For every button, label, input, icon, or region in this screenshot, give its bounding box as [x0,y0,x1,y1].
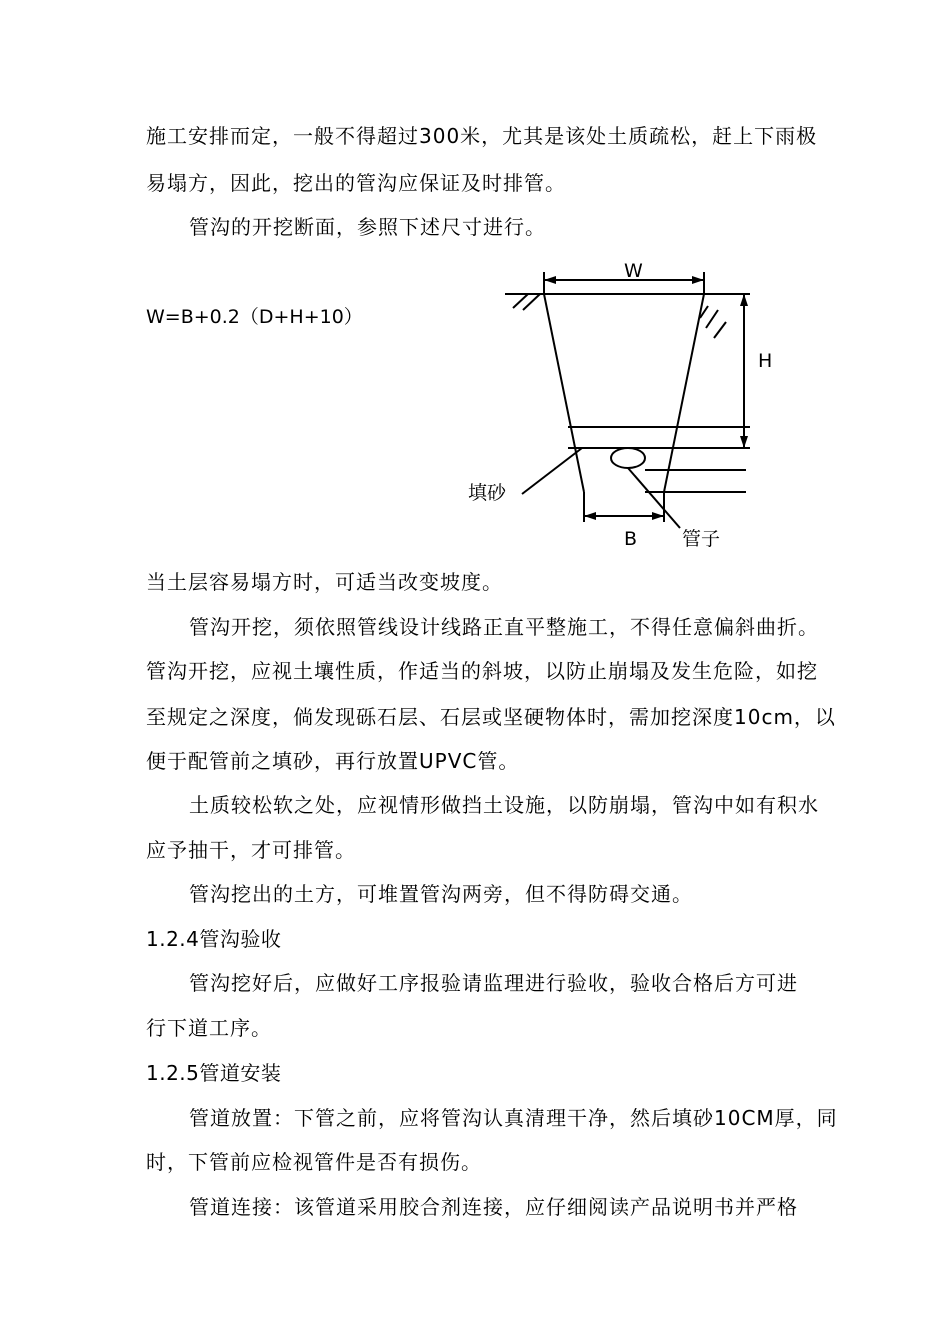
h-arrow-bottom [740,436,748,448]
paragraph-line: 管沟开挖，应视土壤性质，作适当的斜坡，以防止崩塌及发生危险，如挖 [146,659,818,683]
ground-hatch [714,322,726,338]
paragraph-line: 管沟的开挖断面，参照下述尺寸进行。 [189,215,546,239]
paragraph-line: 便于配管前之填砂，再行放置UPVC管。 [146,749,520,773]
label-w: W [624,260,643,282]
paragraph-line: 管道连接：该管道采用胶合剂连接，应仔细阅读产品说明书并严格 [189,1195,798,1219]
trench-diagram-svg [460,258,760,558]
trench-cross-section-diagram [460,258,773,558]
trench-width-formula: W=B+0.2（D+H+10） [146,306,363,328]
paragraph-line: 管沟开挖，须依照管线设计线路正直平整施工，不得任意偏斜曲折。 [189,615,819,639]
h-arrow-top [740,294,748,306]
label-b: B [624,528,638,550]
w-arrow-right [692,276,704,284]
trench-right-wall [664,294,704,492]
label-sand: 填砂 [468,482,507,504]
b-arrow-left [584,512,596,520]
label-pipe: 管子 [682,528,721,550]
ground-hatch [513,294,528,308]
paragraph-line: 应予抽干，才可排管。 [146,838,356,862]
paragraph-line: 时，下管前应检视管件是否有损伤。 [146,1150,482,1174]
paragraph-line: 至规定之深度，倘发现砾石层、石层或坚硬物体时，需加挖深度10cm，以 [146,705,836,729]
w-arrow-left [544,276,556,284]
paragraph-line: 行下道工序。 [146,1016,272,1040]
section-heading: 1.2.5管道安装 [146,1061,282,1085]
b-arrow-right [652,512,664,520]
paragraph-line: 管道放置：下管之前，应将管沟认真清理干净，然后填砂10CM厚，同 [189,1106,838,1130]
ground-hatch [706,310,718,328]
label-h: H [758,350,773,372]
section-heading: 1.2.4管沟验收 [146,927,282,951]
paragraph-line: 易塌方，因此，挖出的管沟应保证及时排管。 [146,171,566,195]
paragraph-line: 管沟挖好后，应做好工序报验请监理进行验收，验收合格后方可进 [189,971,798,995]
pipe-ellipse [611,448,645,468]
paragraph-line: 当土层容易塌方时，可适当改变坡度。 [146,570,503,594]
paragraph-line: 施工安排而定，一般不得超过300米，尤其是该处土质疏松，赶上下雨极 [146,124,818,148]
paragraph-line: 土质较松软之处，应视情形做挡土设施，以防崩塌，管沟中如有积水 [189,793,819,817]
sand-leader-line [522,448,582,494]
paragraph-line: 管沟挖出的土方，可堆置管沟两旁，但不得防碍交通。 [189,882,693,906]
